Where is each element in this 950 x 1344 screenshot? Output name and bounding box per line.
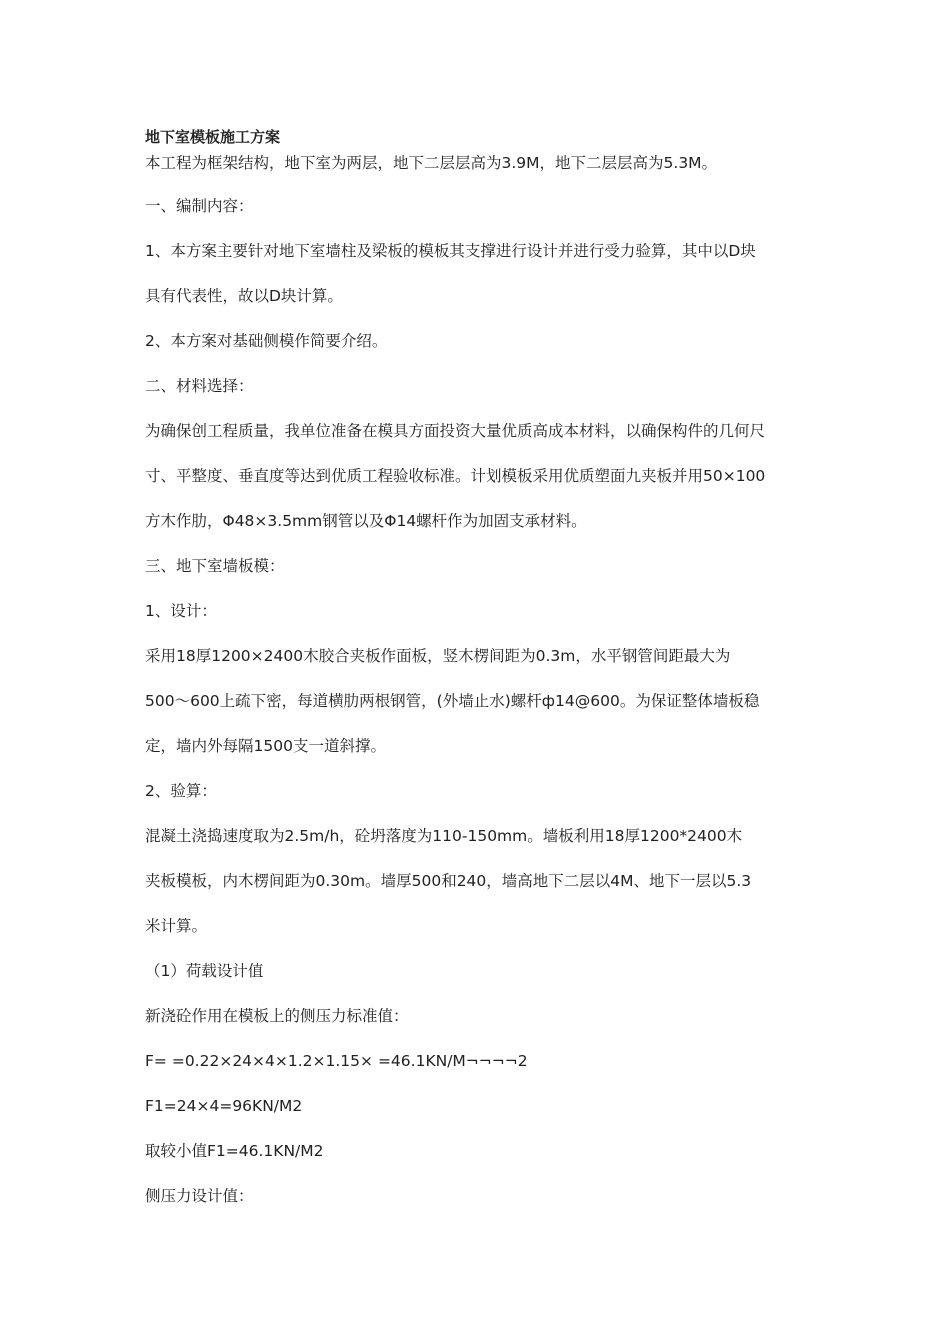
formula-line: F= =0.22×24×4×1.2×1.15× =46.1KN/M¬¬¬¬2 bbox=[145, 1052, 528, 1070]
paragraph-line: 混凝土浇捣速度取为2.5m/h，砼坍落度为110-150mm。墙板利用18厚1200*2400木 bbox=[145, 827, 743, 845]
subheading-design: 1、设计： bbox=[145, 602, 217, 620]
document-title: 地下室模板施工方案 bbox=[145, 128, 281, 146]
paragraph-line: 1、本方案主要针对地下室墙柱及梁板的模板其支撑进行设计并进行受力验算，其中以D块 bbox=[145, 242, 756, 260]
subheading-calculation: 2、验算： bbox=[145, 782, 217, 800]
subheading-load-design-value: （1）荷载设计值 bbox=[145, 962, 264, 980]
paragraph-line: 方木作肋，Φ48×3.5mm钢管以及Φ14螺杆作为加固支承材料。 bbox=[145, 512, 587, 530]
section-heading-3: 三、地下室墙板模： bbox=[145, 557, 285, 575]
paragraph-line: 定，墙内外每隔1500支一道斜撑。 bbox=[145, 737, 386, 755]
paragraph-line: 2、本方案对基础侧模作简要介绍。 bbox=[145, 332, 388, 350]
document-body bbox=[145, 124, 810, 1219]
formula-line: 取较小值F1=46.1KN/M2 bbox=[145, 1142, 324, 1160]
paragraph-line: 具有代表性，故以D块计算。 bbox=[145, 287, 343, 305]
intro-paragraph: 本工程为框架结构，地下室为两层，地下二层层高为3.9M，地下二层层高为5.3M。 bbox=[145, 154, 718, 172]
paragraph-line: 新浇砼作用在模板上的侧压力标准值： bbox=[145, 1007, 409, 1025]
paragraph-line: 米计算。 bbox=[145, 917, 208, 935]
paragraph-line: 寸、平整度、垂直度等达到优质工程验收标准。计划模板采用优质塑面九夹板并用50×100 bbox=[145, 467, 766, 485]
section-heading-1: 一、编制内容： bbox=[145, 197, 254, 215]
section-heading-2: 二、材料选择： bbox=[145, 377, 254, 395]
paragraph-line: 夹板模板，内木楞间距为0.30m。墙厚500和240，墙高地下二层以4M、地下一层以5.3 bbox=[145, 872, 752, 890]
paragraph-line: 500～600上疏下密，每道横肋两根钢管，(外墙止水)螺杆ф14@600。为保证整体墙板稳 bbox=[145, 692, 760, 710]
paragraph-line: 采用18厚1200×2400木胶合夹板作面板，竖木楞间距为0.3m，水平钢管间距最大为 bbox=[145, 647, 731, 665]
paragraph-line: 为确保创工程质量，我单位准备在模具方面投资大量优质高成本材料，以确保构件的几何尺 bbox=[145, 422, 766, 440]
formula-line: F1=24×4=96KN/M2 bbox=[145, 1097, 303, 1115]
paragraph-line: 侧压力设计值： bbox=[145, 1187, 254, 1205]
